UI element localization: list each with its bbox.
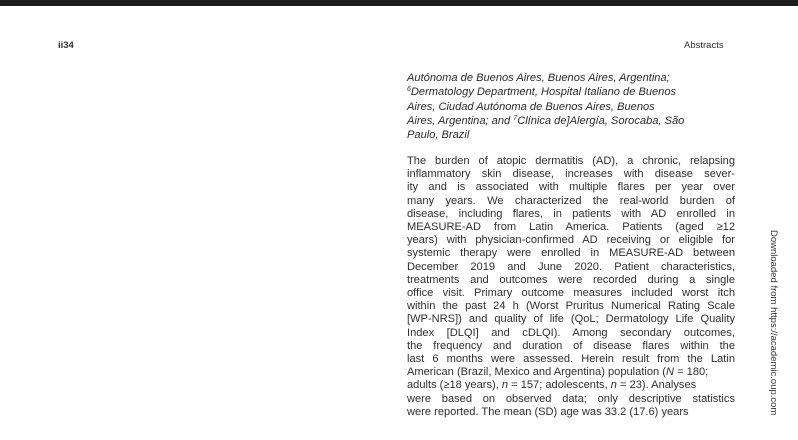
abstract-line: the frequency and duration of disease flares within the [407, 339, 735, 352]
affiliation-line [407, 85, 737, 99]
abstract-line: years) with physician-confirmed AD receiving or eligible for [407, 234, 735, 247]
abstract-line: disease, including flares, in patients with AD enrolled in [407, 207, 735, 220]
abstract-line: ity and is associated with multiple flares per year over [407, 181, 735, 194]
abstract-line: last 6 months were assessed. Herein result from the Latin [407, 353, 735, 366]
download-watermark-text: Downloaded from https://academic.oup.com [768, 230, 779, 416]
abstract-line: many years. We characterized the real-world burden of [407, 194, 735, 207]
affiliation-superscript: 6 [407, 86, 411, 94]
affiliation-superscript: 7 [513, 114, 518, 122]
affiliation-text: Aires, Argentina; and [407, 114, 514, 127]
abstract-variable: n [610, 379, 617, 392]
affiliation-line: Aires, Ciudad Autónoma de Buenos Aires, Buenos [407, 100, 655, 113]
abstract-body [407, 155, 735, 419]
abstract-variable: n [501, 379, 509, 392]
abstract-text: = 157; adolescents, [508, 379, 611, 392]
page-number: ii34 [58, 40, 74, 51]
download-watermark [767, 230, 781, 440]
abstract-text: = 23). Analyses [616, 379, 697, 392]
abstract-line: were based on observed data; only descriptive statistics [407, 392, 735, 405]
abstract-line [407, 379, 735, 392]
abstract-line: The burden of atopic dermatitis (AD), a chronic, relapsing [407, 155, 735, 167]
abstract-line [407, 366, 735, 379]
abstract-line: office visit. Primary outcome measures included worst itch [407, 287, 735, 300]
abstract-line: Index [DLQI] and cDLQI). Among secondary outcomes, [407, 326, 735, 339]
affiliation-text: Dermatology Department, Hospital Italiano de Buenos [410, 86, 677, 99]
abstract-line: MEASURE-AD from Latin America. Patients (aged ≥12 [407, 221, 735, 234]
affiliation-line: Paulo, Brazil [407, 129, 470, 142]
abstract-text: = 180; [674, 366, 709, 379]
abstract-line: inflammatory skin disease, increases with disease sever- [407, 168, 735, 181]
abstract-line: December 2019 and June 2020. Patient characteristics, [407, 260, 735, 273]
affiliation-line: Autónoma de Buenos Aires, Buenos Aires, Argentina; [407, 72, 670, 84]
abstract-text: adults (≥18 years), [407, 379, 502, 392]
affiliation-text: Clínica de]Alergía, Sorocaba, São [517, 114, 685, 127]
abstract-line: treatments and outcomes were recorded during a single [407, 273, 735, 286]
abstract-text: American (Brazil, Mexico and Argentina) population ( [407, 366, 666, 379]
abstract-line: within the past 24 h (Worst Pruritus Numerical Rating Scale [407, 300, 735, 313]
abstract-line: systemic therapy were enrolled in MEASURE-AD between [407, 247, 735, 260]
top-border-bar [0, 0, 798, 6]
abstract-line: [WP-NRS]) and quality of life (QoL; Dermatology Life Quality [407, 313, 735, 326]
abstract-variable: N [665, 366, 674, 379]
affiliation-line [407, 114, 737, 128]
author-affiliations [407, 71, 737, 142]
abstract-line: were reported. The mean (SD) age was 33.2 (17.6) years [407, 405, 689, 418]
section-title: Abstracts [684, 40, 724, 51]
